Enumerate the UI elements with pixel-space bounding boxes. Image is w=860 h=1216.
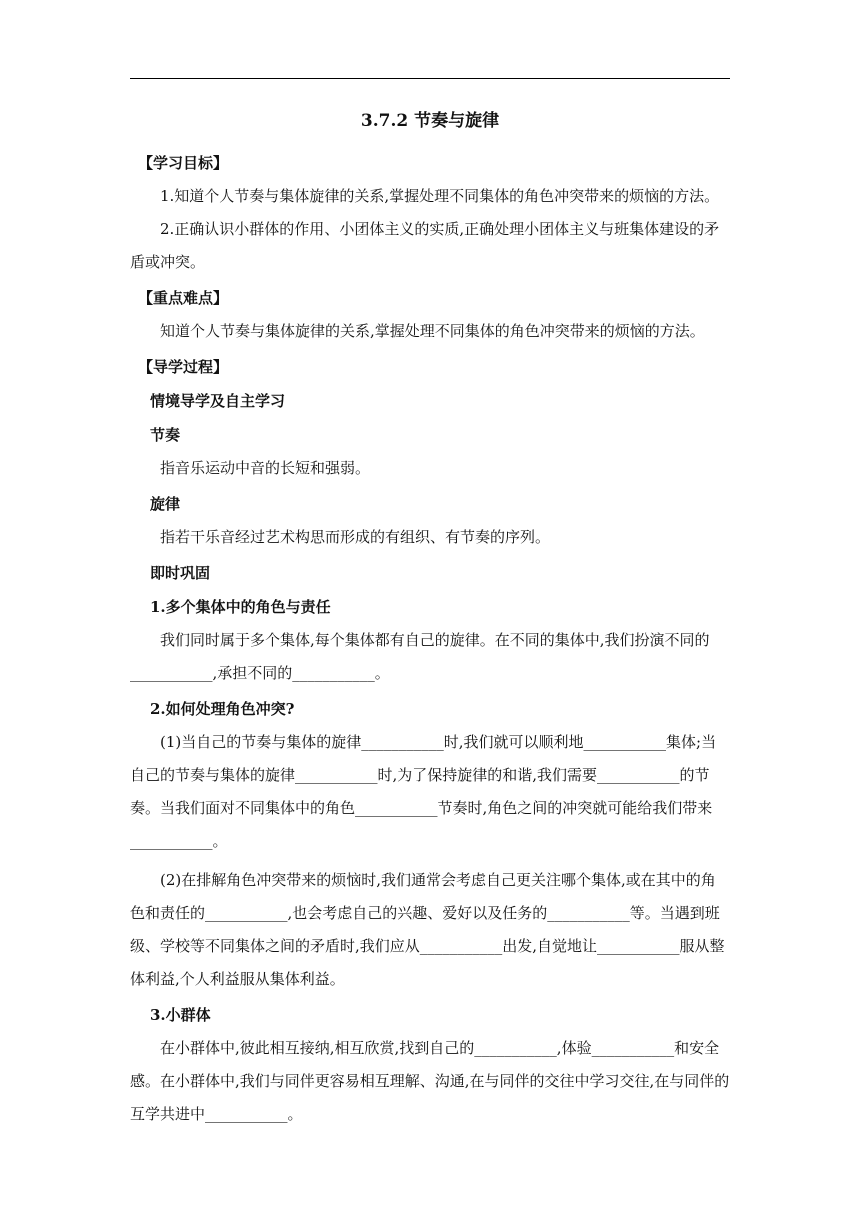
rhythm-text: 指音乐运动中音的长短和强弱。: [160, 459, 371, 477]
q2-paragraph-1: (1)当自己的节奏与集体的旋律___________时,我们就可以顺利地___________集体;当自己的节奏与集体的旋律___________时,为了保持旋律的和谐,我们需要___________的节奏。当我们面对不同集体中的角色___________节奏时,角色之间的冲突就可能给我们带来___________。: [130, 733, 717, 850]
intro-heading: 情境导学及自主学习: [150, 392, 286, 410]
q3-text: 在小群体中,彼此相互接纳,相互欣赏,找到自己的___________,体验___________和安全感。在小群体中,我们与同伴更容易相互理解、沟通,在与同伴的交往中学习交往,在与同伴的互学共进中___________。: [130, 1039, 730, 1123]
melody-heading: 旋律: [150, 495, 181, 513]
key-text: 知道个人节奏与集体旋律的关系,掌握处理不同集体的角色冲突带来的烦恼的方法。: [160, 322, 705, 340]
page-title: 3.7.2 节奏与旋律: [360, 111, 500, 131]
process-heading: 【导学过程】: [138, 358, 229, 376]
q1-text: 我们同时属于多个集体,每个集体都有自己的旋律。在不同的集体中,我们扮演不同的___________,承担不同的___________。: [130, 631, 710, 682]
header-rule: [130, 78, 730, 79]
rhythm-heading: 节奏: [150, 426, 181, 444]
goals-heading: 【学习目标】: [138, 154, 229, 172]
consolidate-heading: 即时巩固: [150, 564, 211, 582]
goal-1: 1.知道个人节奏与集体旋律的关系,掌握处理不同集体的角色冲突带来的烦恼的方法。: [160, 187, 720, 205]
q1-heading: 1.多个集体中的角色与责任: [150, 598, 331, 616]
key-heading: 【重点难点】: [138, 289, 229, 307]
q2-heading: 2.如何处理角色冲突?: [150, 700, 295, 718]
document-page: [130, 106, 730, 1131]
melody-text: 指若干乐音经过艺术构思而形成的有组织、有节奏的序列。: [160, 528, 551, 546]
goal-2: 2.正确认识小群体的作用、小团体主义的实质,正确处理小团体主义与班集体建设的矛盾或冲突。: [130, 220, 720, 271]
q3-heading: 3.小群体: [150, 1006, 211, 1024]
q2-paragraph-2: (2)在排解角色冲突带来的烦恼时,我们通常会考虑自己更关注哪个集体,或在其中的角色和责任的___________,也会考虑自己的兴趣、爱好以及任务的___________等。当遇到班级、学校等不同集体之间的矛盾时,我们应从___________出发,自觉地让___________服从整体利益,个人利益服从集体利益。: [130, 871, 725, 988]
